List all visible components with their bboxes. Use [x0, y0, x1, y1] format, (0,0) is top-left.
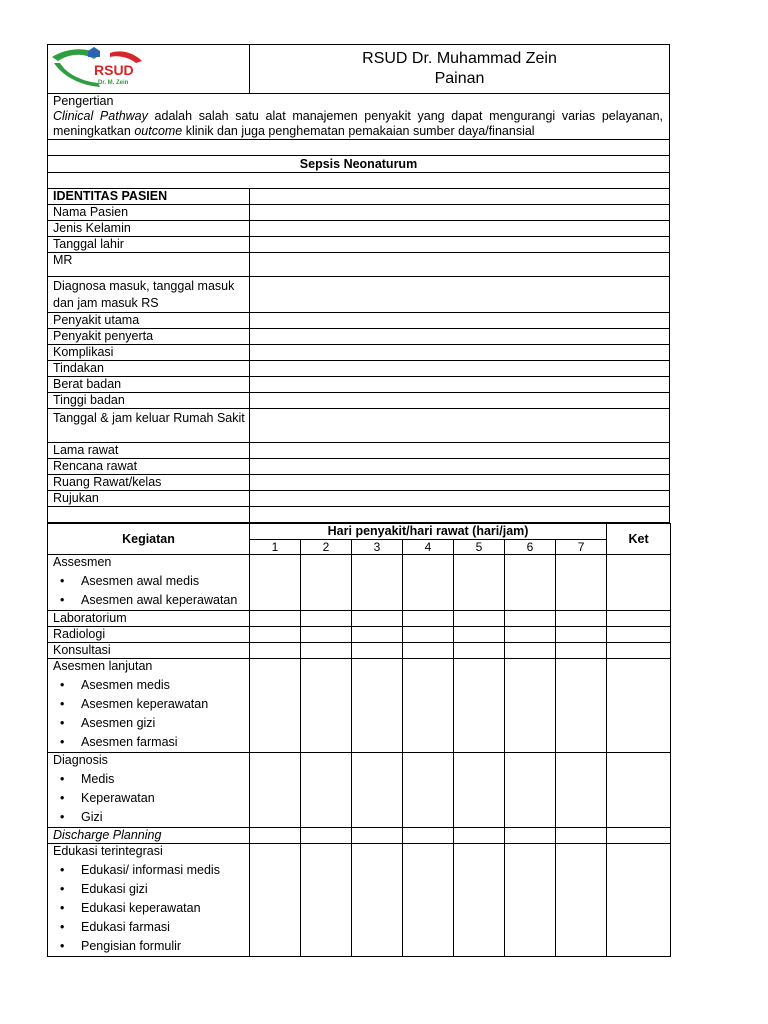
day-cell[interactable]	[505, 844, 556, 957]
identity-row	[48, 459, 670, 475]
identitas-heading: IDENTITAS PASIEN	[48, 189, 250, 205]
identity-value-field[interactable]	[250, 253, 670, 277]
day-cell[interactable]	[505, 643, 556, 659]
activity-item: • Edukasi gizi	[81, 880, 249, 899]
identity-row	[48, 361, 670, 377]
ket-cell[interactable]	[607, 659, 671, 753]
identity-value-field[interactable]	[250, 345, 670, 361]
ket-cell[interactable]	[607, 828, 671, 844]
day-cell[interactable]	[403, 643, 454, 659]
activity-label: Diagnosis	[53, 753, 108, 767]
day-cell[interactable]	[250, 844, 301, 957]
day-cell[interactable]	[454, 555, 505, 611]
activity-body	[48, 555, 671, 957]
form-title: Sepsis Neonaturum	[48, 156, 670, 173]
activity-label: Konsultasi	[53, 643, 111, 657]
col-ket: Ket	[607, 524, 671, 555]
identity-value-field[interactable]	[250, 221, 670, 237]
activity-item: • Medis	[81, 770, 249, 789]
day-header-5: 5	[454, 540, 505, 555]
identity-label: Rujukan	[48, 491, 250, 507]
day-cell[interactable]	[556, 659, 607, 753]
day-cell[interactable]	[403, 627, 454, 643]
identity-label: Tindakan	[48, 361, 250, 377]
identity-value-field[interactable]	[250, 491, 670, 507]
day-cell[interactable]	[556, 611, 607, 627]
day-cell[interactable]	[403, 753, 454, 828]
day-cell[interactable]	[505, 753, 556, 828]
identity-row	[48, 443, 670, 459]
spacer-cell	[48, 507, 250, 523]
day-header-3: 3	[352, 540, 403, 555]
day-cell[interactable]	[454, 643, 505, 659]
hospital-city: Painan	[434, 70, 485, 87]
day-cell[interactable]	[352, 643, 403, 659]
day-cell[interactable]	[301, 643, 352, 659]
day-cell[interactable]	[505, 555, 556, 611]
day-cell[interactable]	[403, 611, 454, 627]
identity-row	[48, 205, 670, 221]
day-cell[interactable]	[556, 555, 607, 611]
day-cell[interactable]	[454, 611, 505, 627]
day-cell[interactable]	[352, 659, 403, 753]
identity-row	[48, 221, 670, 237]
activity-item: • Asesmen medis	[81, 676, 249, 695]
activity-table	[47, 523, 671, 957]
activity-item: • Edukasi keperawatan	[81, 899, 249, 918]
identity-table	[47, 44, 670, 523]
activity-item: • Asesmen farmasi	[81, 733, 249, 752]
clinical-pathway-form	[47, 44, 669, 957]
activity-item: • Keperawatan	[81, 789, 249, 808]
activity-row	[48, 627, 671, 643]
col-hari: Hari penyakit/hari rawat (hari/jam)	[250, 524, 607, 540]
activity-items	[53, 770, 249, 827]
activity-item: • Edukasi/ informasi medis	[81, 861, 249, 880]
pengertian-cell	[48, 94, 670, 140]
activity-item: • Pengisian formulir	[81, 937, 249, 956]
ket-cell[interactable]	[607, 611, 671, 627]
identity-label: Ruang Rawat/kelas	[48, 475, 250, 491]
day-cell[interactable]	[505, 659, 556, 753]
ket-cell[interactable]	[607, 627, 671, 643]
activity-item: • Asesmen gizi	[81, 714, 249, 733]
hospital-logo	[48, 45, 148, 89]
day-cell[interactable]	[403, 828, 454, 844]
identity-label: Rencana rawat	[48, 459, 250, 475]
identity-row	[48, 409, 670, 443]
identity-value-field[interactable]	[250, 313, 670, 329]
day-cell[interactable]	[454, 753, 505, 828]
activity-row	[48, 844, 671, 957]
identity-label: Komplikasi	[48, 345, 250, 361]
activity-item: • Gizi	[81, 808, 249, 827]
identity-value-field[interactable]	[250, 475, 670, 491]
ket-cell[interactable]	[607, 643, 671, 659]
logo-subtext: Dr. M. Zein	[98, 80, 129, 86]
day-header-6: 6	[505, 540, 556, 555]
day-cell[interactable]	[556, 753, 607, 828]
identity-row	[48, 253, 670, 277]
day-cell[interactable]	[250, 659, 301, 753]
activity-items	[53, 676, 249, 752]
identity-row	[48, 313, 670, 329]
activity-row	[48, 643, 671, 659]
pengertian-term: Clinical Pathway	[53, 109, 148, 123]
ket-cell[interactable]	[607, 555, 671, 611]
identity-label: Jenis Kelamin	[48, 221, 250, 237]
day-cell[interactable]	[454, 627, 505, 643]
day-cell[interactable]	[403, 555, 454, 611]
activity-label: Edukasi terintegrasi	[53, 844, 163, 858]
day-cell[interactable]	[352, 844, 403, 957]
identity-value-field[interactable]	[250, 443, 670, 459]
activity-label-cell	[48, 659, 250, 753]
activity-label: Laboratorium	[53, 611, 127, 625]
day-cell[interactable]	[250, 643, 301, 659]
spacer-row	[48, 173, 670, 189]
activity-row	[48, 828, 671, 844]
day-cell[interactable]	[301, 659, 352, 753]
day-cell[interactable]	[250, 753, 301, 828]
day-cell[interactable]	[301, 753, 352, 828]
day-cell[interactable]	[352, 627, 403, 643]
logo-text: RSUD	[94, 62, 134, 78]
day-header-1: 1	[250, 540, 301, 555]
identity-label: Diagnosa masuk, tanggal masuk dan jam masuk RS	[48, 277, 250, 313]
identity-row	[48, 237, 670, 253]
activity-row	[48, 611, 671, 627]
day-cell[interactable]	[352, 753, 403, 828]
activity-item: • Edukasi farmasi	[81, 918, 249, 937]
identity-value-field[interactable]	[250, 377, 670, 393]
day-header-7: 7	[556, 540, 607, 555]
day-cell[interactable]	[505, 611, 556, 627]
activity-row	[48, 555, 671, 611]
identity-label: Nama Pasien	[48, 205, 250, 221]
activity-label-cell	[48, 555, 250, 611]
identity-value-field[interactable]	[250, 237, 670, 253]
spacer-row	[48, 140, 670, 156]
day-cell[interactable]	[250, 627, 301, 643]
activity-label-cell	[48, 844, 250, 957]
activity-label: Discharge Planning	[53, 828, 162, 842]
identity-value-field[interactable]	[250, 205, 670, 221]
identity-row	[48, 345, 670, 361]
identity-row	[48, 277, 670, 313]
pengertian-heading: Pengertian	[53, 94, 114, 108]
activity-row	[48, 753, 671, 828]
pengertian-term-2: outcome	[134, 124, 183, 138]
day-cell[interactable]	[250, 828, 301, 844]
activity-label-cell	[48, 753, 250, 828]
day-cell[interactable]	[556, 627, 607, 643]
activity-label: Assesmen	[53, 555, 112, 569]
day-header-2: 2	[301, 540, 352, 555]
day-cell[interactable]	[454, 828, 505, 844]
activity-label-cell	[48, 627, 250, 643]
identity-value-field[interactable]	[250, 361, 670, 377]
identity-label: Tanggal lahir	[48, 237, 250, 253]
day-cell[interactable]	[301, 555, 352, 611]
identity-label: Lama rawat	[48, 443, 250, 459]
identity-value-field[interactable]	[250, 393, 670, 409]
identity-label: Penyakit utama	[48, 313, 250, 329]
day-cell[interactable]	[454, 659, 505, 753]
pengertian-text	[53, 109, 663, 139]
identity-body	[48, 189, 670, 523]
identity-value-field[interactable]	[250, 329, 670, 345]
day-cell[interactable]	[301, 627, 352, 643]
activity-items	[53, 572, 249, 610]
logo-cell	[48, 45, 250, 94]
activity-items	[53, 861, 249, 956]
day-header-4: 4	[403, 540, 454, 555]
day-cell[interactable]	[352, 611, 403, 627]
hospital-name-cell	[250, 45, 670, 94]
day-cell[interactable]	[505, 828, 556, 844]
identity-value-field[interactable]	[250, 409, 670, 443]
identity-row	[48, 491, 670, 507]
ket-cell[interactable]	[607, 844, 671, 957]
day-cell[interactable]	[301, 844, 352, 957]
identity-row	[48, 329, 670, 345]
identity-label: MR	[48, 253, 250, 277]
day-cell[interactable]	[301, 828, 352, 844]
identity-label: Tanggal & jam keluar Rumah Sakit	[48, 409, 250, 443]
day-cell[interactable]	[352, 555, 403, 611]
day-cell[interactable]	[556, 828, 607, 844]
ket-cell[interactable]	[607, 753, 671, 828]
activity-label-cell	[48, 643, 250, 659]
pengertian-text-2: klinik dan juga penghematan pemakaian sumber daya/finansial	[182, 124, 535, 138]
day-cell[interactable]	[454, 844, 505, 957]
identity-row	[48, 377, 670, 393]
activity-label: Asesmen lanjutan	[53, 659, 153, 673]
identity-value-field[interactable]	[250, 277, 670, 313]
day-cell[interactable]	[505, 627, 556, 643]
activity-row	[48, 659, 671, 753]
day-cell[interactable]	[403, 659, 454, 753]
day-cell[interactable]	[250, 555, 301, 611]
identity-label: Berat badan	[48, 377, 250, 393]
activity-label-cell	[48, 611, 250, 627]
identitas-value	[250, 189, 670, 205]
activity-item: • Asesmen keperawatan	[81, 695, 249, 714]
activity-item: • Asesmen awal keperawatan	[81, 591, 249, 610]
day-cell[interactable]	[556, 844, 607, 957]
spacer-cell	[250, 507, 670, 523]
activity-label: Radiologi	[53, 627, 106, 641]
activity-label-cell	[48, 828, 250, 844]
day-cell[interactable]	[352, 828, 403, 844]
day-cell[interactable]	[250, 611, 301, 627]
col-kegiatan: Kegiatan	[48, 524, 250, 555]
identity-row	[48, 393, 670, 409]
day-cell[interactable]	[556, 643, 607, 659]
pengertian-text-1: adalah salah satu alat manajemen penyakit yang dapat mengurangi varias pelayanan, meningkatkan	[53, 109, 663, 138]
day-cell[interactable]	[301, 611, 352, 627]
identity-label: Penyakit penyerta	[48, 329, 250, 345]
identity-label: Tinggi badan	[48, 393, 250, 409]
identity-row	[48, 475, 670, 491]
identity-value-field[interactable]	[250, 459, 670, 475]
activity-item: • Asesmen awal medis	[81, 572, 249, 591]
day-cell[interactable]	[403, 844, 454, 957]
hospital-name: RSUD Dr. Muhammad Zein	[362, 50, 557, 67]
